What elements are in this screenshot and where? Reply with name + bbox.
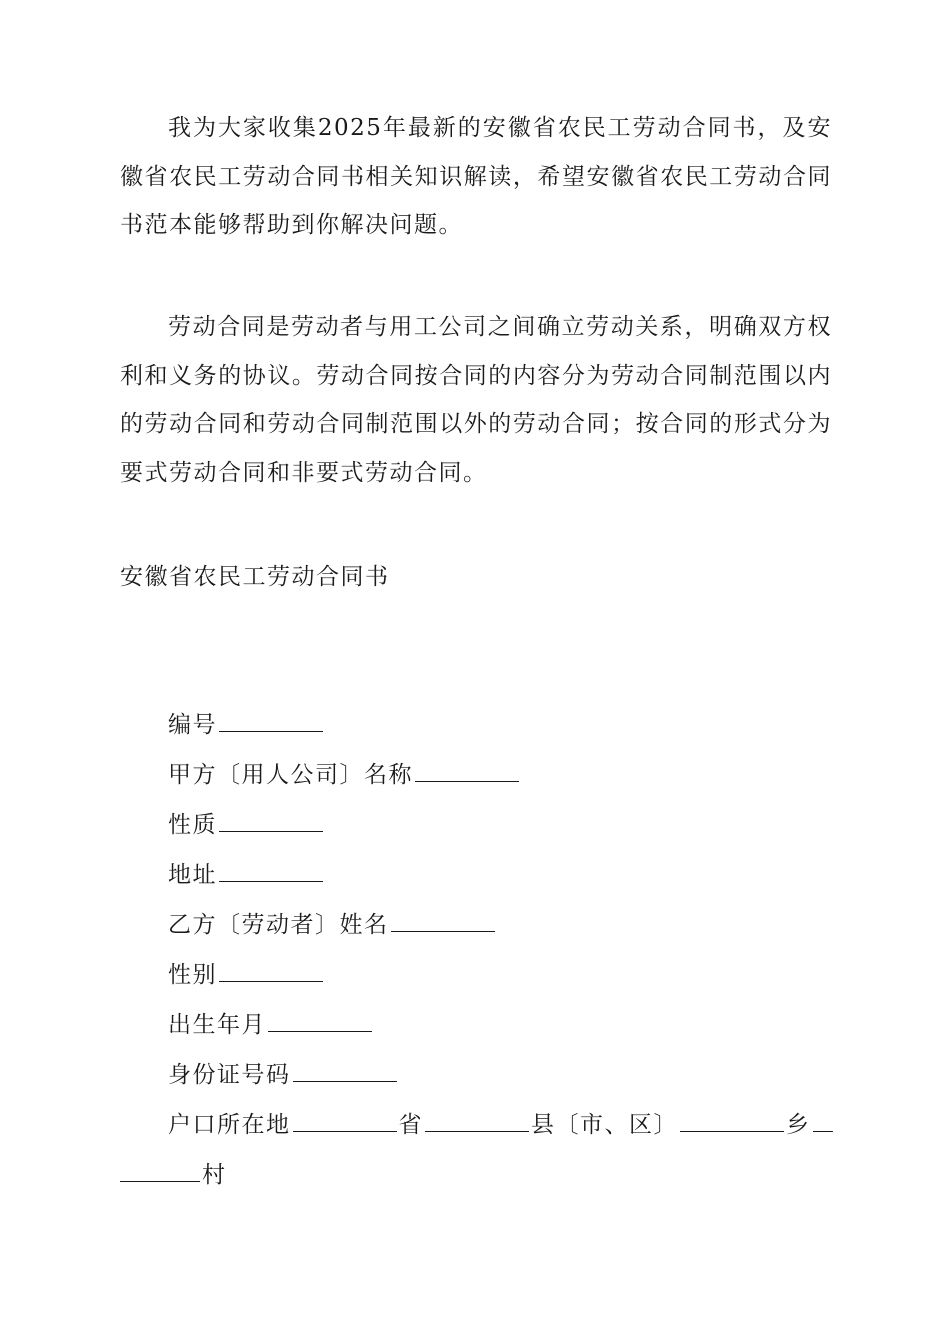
- field-party-a-name-blank: [415, 759, 519, 782]
- field-address-label: 地址: [168, 862, 217, 888]
- field-residence-village-blank-end: [120, 1159, 200, 1182]
- field-residence-county-blank: [425, 1109, 529, 1132]
- field-residence-label: 户口所在地: [168, 1112, 291, 1138]
- contract-title: 安徽省农民工劳动合同书: [120, 564, 390, 590]
- field-residence-continued: [120, 1150, 832, 1200]
- field-residence-province-blank: [293, 1109, 397, 1132]
- field-residence-village-blank-start: [813, 1109, 833, 1132]
- field-id-number: [120, 1050, 832, 1100]
- field-gender: [120, 950, 832, 1000]
- field-id-number-blank: [293, 1059, 397, 1082]
- field-birth-date-label: 出生年月: [168, 1012, 266, 1038]
- field-number-label: 编号: [168, 712, 217, 738]
- field-number: [120, 700, 832, 750]
- field-id-number-label: 身份证号码: [168, 1062, 291, 1088]
- intro-paragraph-1: 我为大家收集2025年最新的安徽省农民工劳动合同书，及安徽省农民工劳动合同书相关知识解读，希望安徽省农民工劳动合同书范本能够帮助到你解决问题。: [120, 115, 832, 238]
- field-residence-county-label: 县〔市、区〕: [531, 1112, 678, 1138]
- field-party-b-name: [120, 900, 832, 950]
- field-party-b-name-label: 乙方〔劳动者〕姓名: [168, 912, 389, 938]
- intro-paragraph-2: 劳动合同是劳动者与用工公司之间确立劳动关系，明确双方权利和义务的协议。劳动合同按合同的内容分为劳动合同制范围以内的劳动合同和劳动合同制范围以外的劳动合同；按合同的形式分为要式劳动合同和非要式劳动合同。: [120, 314, 832, 486]
- field-birth-date-blank: [268, 1009, 372, 1032]
- field-birth-date: [120, 1000, 832, 1050]
- contract-fields: [120, 700, 832, 1200]
- field-nature: [120, 800, 832, 850]
- field-residence-township-label: 乡: [786, 1112, 811, 1138]
- field-residence-village-label: 村: [202, 1162, 227, 1188]
- field-address-blank: [219, 859, 323, 882]
- field-number-blank: [219, 709, 323, 732]
- field-party-a-name-label: 甲方〔用人公司〕名称: [168, 762, 413, 788]
- field-nature-label: 性质: [168, 812, 217, 838]
- field-gender-label: 性别: [168, 962, 217, 988]
- field-residence: [120, 1100, 832, 1150]
- field-address: [120, 850, 832, 900]
- field-party-b-name-blank: [391, 909, 495, 932]
- field-residence-township-blank: [680, 1109, 784, 1132]
- field-nature-blank: [219, 809, 323, 832]
- field-residence-province-label: 省: [398, 1112, 423, 1138]
- field-party-a-name: [120, 750, 832, 800]
- field-gender-blank: [219, 959, 323, 982]
